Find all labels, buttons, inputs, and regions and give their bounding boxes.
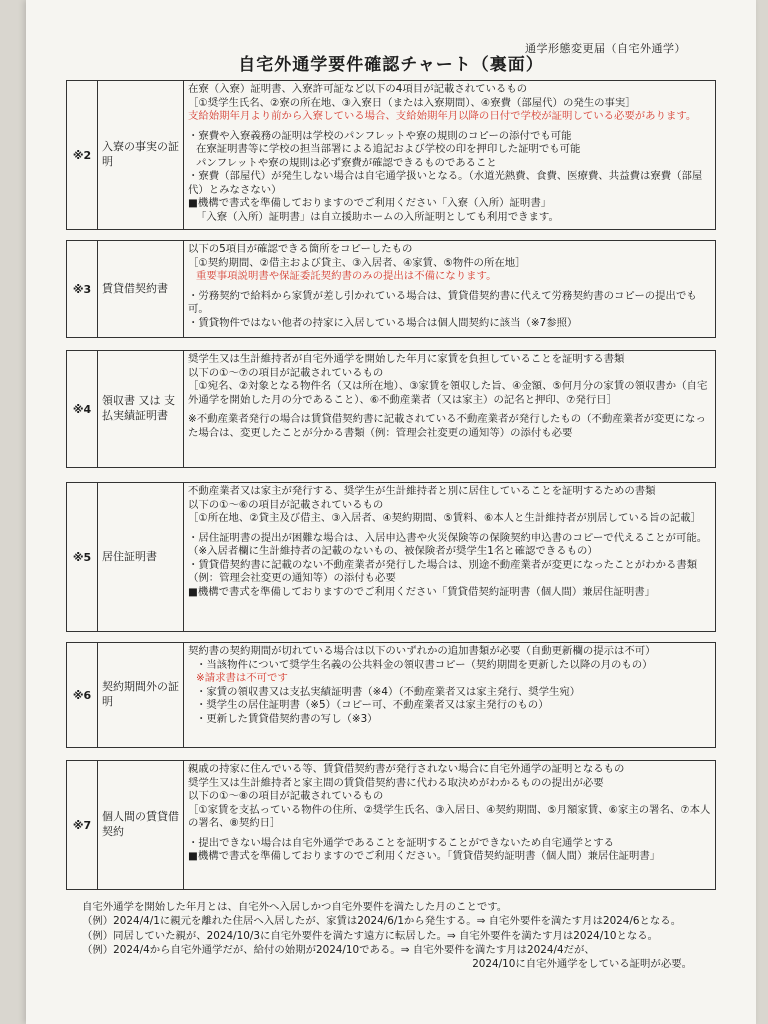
content-line: ・当該物件について奨学生名義の公共料金の領収書コピー（契約期間を更新した以降の月のもの） — [196, 658, 653, 671]
row-dormitory — [66, 80, 716, 230]
row-number: ※2 — [67, 81, 98, 229]
content-line: ・更新した賃貸借契約書の写し（※3） — [196, 712, 378, 725]
row-residence-certificate — [66, 482, 716, 632]
row-label: 賃貸借契約書 — [98, 241, 184, 337]
content-line: ［①宛名、②対象となる物件名（又は所在地）、③家賃を領収した旨、④金額、⑤何月分の家賃の領収書か（自宅外通学を開始した月の分であること）、⑥不動産業者（又は家主）の記名と押印、⑦発行日］ — [188, 380, 708, 406]
row-label: 居住証明書 — [98, 483, 184, 631]
content-line: 奨学生又は生計維持者と家主間の賃貸借契約書に代わる取決めがわかるものの提出が必要 — [188, 776, 604, 789]
form-name: 通学形態変更届（自宅外通学） — [525, 42, 686, 55]
content-line: 支給始期年月より前から入寮している場合、支給始期年月以降の日付で学校が証明している必要があります。 — [188, 110, 697, 123]
content-line: 重要事項説明書や保証委託契約書のみの提出は不備になります。 — [196, 270, 497, 283]
row-content — [184, 351, 715, 467]
row-private-lease — [66, 760, 716, 890]
content-line: ・寮費や入寮義務の証明は学校のパンフレットや寮の規則のコピーの添付でも可能 — [188, 129, 572, 142]
row-number: ※5 — [67, 483, 98, 631]
footer-line: （例）2024/4/1に親元を離れた住居へ入居したが、家賃は2024/6/1から発生する。⇒ 自宅外要件を満たす月は2024/6となる。 — [82, 915, 682, 928]
content-line: 親戚の持家に住んでいる等、賃貸借契約書が発行されない場合に自宅外通学の証明となるもの — [188, 763, 625, 775]
row-lease-contract — [66, 240, 716, 338]
footer-line: （例）2024/4から自宅外通学だが、給付の始期が2024/10である。⇒ 自宅外要件を満たす月は2024/4だが、 — [82, 944, 595, 957]
row-number: ※3 — [67, 241, 98, 337]
footer-line: 2024/10に自宅外通学をしている証明が必要。 — [472, 958, 692, 971]
content-line: ・労務契約で給料から家賃が差し引かれている場合は、賃貸借契約書に代えて労務契約書のコピーの提出でも可。 — [188, 289, 697, 316]
footer-line: 自宅外通学を開始した年月とは、自宅外へ入居しかつ自宅外要件を満たした月のことです。 — [82, 901, 508, 913]
content-line: 以下の①〜⑥の項目が記載されているもの — [188, 498, 384, 511]
content-line: 在寮（入寮）証明書、入寮許可証など以下の4項目が記載されているもの — [188, 83, 528, 95]
content-line: 在寮証明書等に学校の担当部署による追記および学校の印を押印した証明でも可能 — [196, 143, 581, 156]
content-line: ・提出できない場合は自宅外通学であることを証明することができないため自宅通学とする — [188, 836, 615, 849]
footer-line: （例）同居していた親が、2024/10/3に自宅外要件を満たす遠方に転居した。⇒ 自宅外要件を満たす月は2024/10となる。 — [82, 929, 659, 942]
row-content — [184, 483, 715, 631]
row-receipt — [66, 350, 716, 468]
content-line: ■機構で書式を準備しておりますのでご利用ください「入寮（入所）証明書」 — [188, 197, 552, 210]
content-line: 契約書の契約期間が切れている場合は以下のいずれかの追加書類が必要（自動更新欄の提示は不可） — [188, 645, 656, 657]
content-line: ■機構で書式を準備しておりますのでご利用ください。「賃貸借契約証明書（個人間）兼居住証明書」 — [188, 850, 661, 863]
document-page — [26, 0, 756, 1024]
row-number: ※7 — [67, 761, 98, 889]
content-line: 以下の①〜⑦の項目が記載されているもの — [188, 366, 384, 379]
row-label: 個人間の賃貸借契約 — [98, 761, 184, 889]
row-out-of-contract — [66, 642, 716, 748]
row-label: 契約期間外の証明 — [98, 643, 184, 747]
content-line: パンフレットや寮の規則は必ず寮費が確認できるものであること — [196, 156, 497, 169]
row-content — [184, 761, 715, 889]
content-line: ・賃貸物件ではない他者の持家に入居している場合は個人間契約に該当（※7参照） — [188, 316, 578, 329]
content-line: ［①所在地、②貸主及び借主、③入居者、④契約期間、⑤賃料、⑥本人と生計維持者が別居している旨の記載］ — [188, 512, 702, 525]
content-line: 奨学生又は生計維持者が自宅外通学を開始した年月に家賃を負担していることを証明する書類 — [188, 353, 625, 365]
row-content — [184, 81, 715, 229]
content-line: ・居住証明書の提出が困難な場合は、入居申込書や火災保険等の保険契約申込書のコピーで代えることが可能。（※入居者欄に生計維持者の記載のないもの、被保険者が奨学生1名と確認できるもの） — [188, 531, 708, 558]
content-line: 以下の5項目が確認できる箇所をコピーしたもの — [188, 243, 413, 255]
content-line: ・賃貸借契約書に記載のない不動産業者が発行した場合は、別途不動産業者が変更になったことがわかる書類（例：管理会社変更の通知等）の添付も必要 — [188, 558, 698, 585]
content-line: ［①奨学生氏名、②寮の所在地、③入寮日（または入寮期間）、④寮費（部屋代）の発生の事実］ — [188, 96, 636, 109]
row-label: 領収書 又は 支払実績証明書 — [98, 351, 184, 467]
page-title: 自宅外通学要件確認チャート（裏面） — [238, 55, 544, 75]
footer-notes — [82, 900, 732, 972]
content-line: ・寮費（部屋代）が発生しない場合は自宅通学扱いとなる。（水道光熱費、食費、医療費、共益費は寮費（部屋代）とみなさない） — [188, 170, 703, 196]
content-line: ［①契約期間、②借主および貸主、③入居者、④家賃、⑤物件の所在地］ — [188, 256, 526, 269]
row-content — [184, 643, 715, 747]
row-content — [184, 241, 715, 337]
content-line: ［①家賃を支払っている物件の住所、②奨学生氏名、③入居日、④契約期間、⑤月額家賃、⑥家主の署名、⑦本人の署名、⑧契約日］ — [188, 803, 711, 830]
content-line: ・家賃の領収書又は支払実績証明書（※4）（不動産業者又は家主発行、奨学生宛） — [196, 685, 581, 698]
content-line: 以下の①〜⑧の項目が記載されているもの — [188, 790, 384, 803]
row-label: 入寮の事実の証明 — [98, 81, 184, 229]
content-line: ※不動産業者発行の場合は賃貸借契約書に記載されている不動産業者が発行したもの（不動産業者が変更になった場合は、変更したことが分かる書類（例：管理会社変更の通知等）の添付も必要 — [188, 413, 706, 439]
content-line: 不動産業者又は家主が発行する、奨学生が生計維持者と別に居住していることを証明するための書類 — [188, 485, 656, 497]
content-line: ・奨学生の居住証明書（※5）（コピー可、不動産業者又は家主発行のもの） — [196, 699, 549, 712]
row-number: ※6 — [67, 643, 98, 747]
row-number: ※4 — [67, 351, 98, 467]
content-line: ※請求書は不可です — [196, 672, 288, 685]
content-line: 「入寮（入所）証明書」は自立援助ホームの入所証明としても利用できます。 — [196, 210, 559, 223]
content-line: ■機構で書式を準備しておりますのでご利用ください「賃貸借契約証明書（個人間）兼居住証明書」 — [188, 585, 656, 598]
